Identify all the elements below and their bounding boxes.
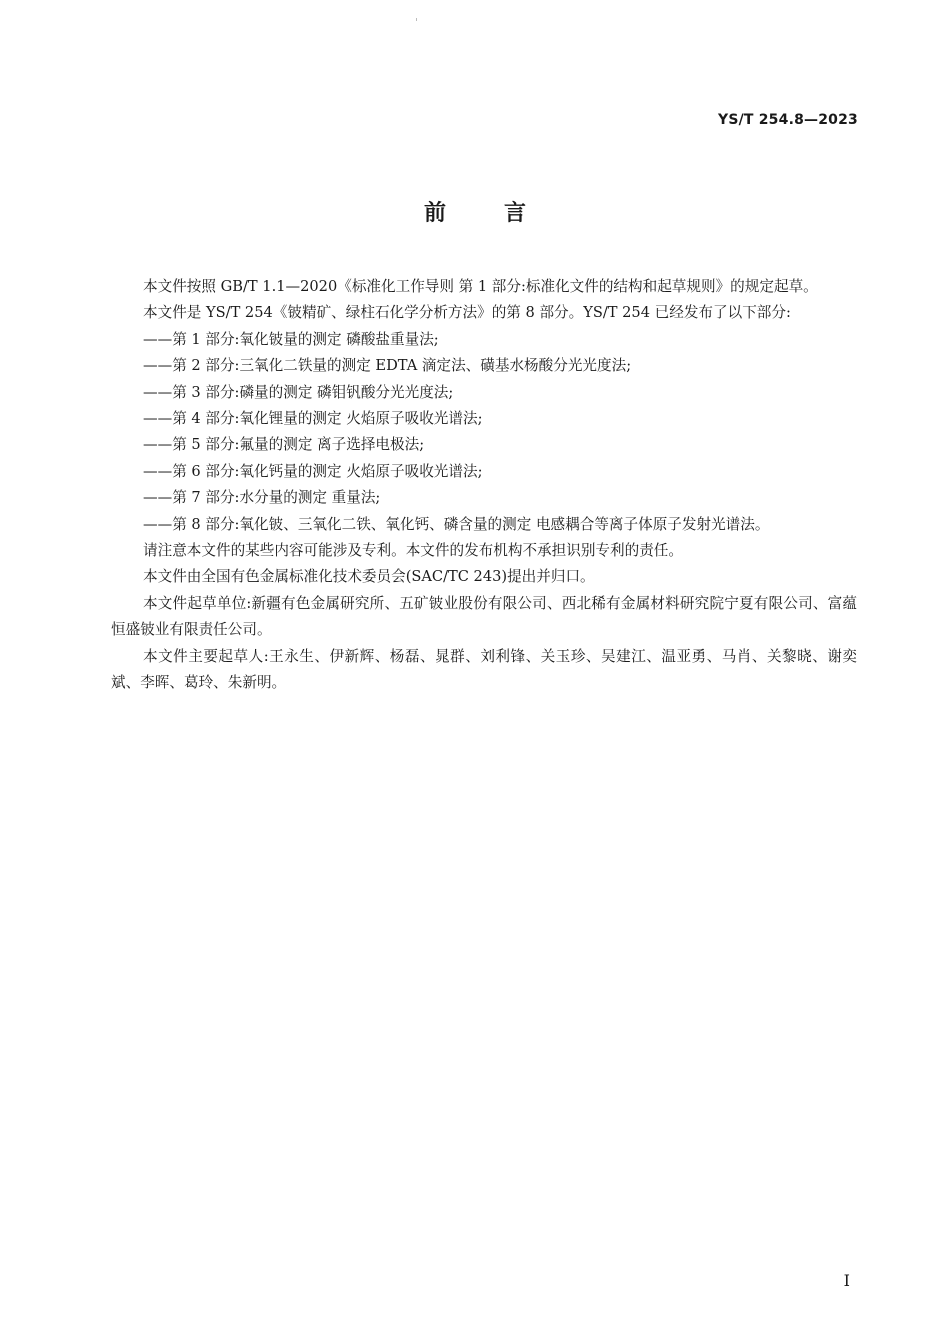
scan-speck [416, 18, 417, 21]
list-item-part-6: ——第 6 部分:氧化钙量的测定 火焰原子吸收光谱法; [143, 462, 483, 480]
foreword-body [111, 274, 857, 697]
list-item-part-5: ——第 5 部分:氟量的测定 离子选择电极法; [143, 436, 425, 454]
paragraph-drafting-units: 本文件起草单位:新疆有色金属研究所、五矿铍业股份有限公司、西北稀有金属材料研究院宁夏有限公司、富蕴恒盛铍业有限责任公司。 [111, 594, 857, 639]
paragraph-drafting-rules: 本文件按照 GB/T 1.1—2020《标准化工作导则 第 1 部分:标准化文件的结构和起草规则》的规定起草。 [143, 278, 818, 295]
list-item-part-4: ——第 4 部分:氧化锂量的测定 火焰原子吸收光谱法; [143, 410, 483, 428]
paragraph-drafters: 本文件主要起草人:王永生、伊新辉、杨磊、晁群、刘利锋、关玉珍、吴建江、温亚勇、马肖、关黎晓、谢奕斌、李晖、葛玲、朱新明。 [111, 647, 857, 692]
list-item-part-7: ——第 7 部分:水分量的测定 重量法; [143, 489, 381, 507]
standard-code: YS/T 254.8—2023 [717, 112, 858, 128]
page-title: 前言 [423, 201, 584, 226]
paragraph-patent-notice: 请注意本文件的某些内容可能涉及专利。本文件的发布机构不承担识别专利的责任。 [143, 542, 683, 560]
list-item-part-1: ——第 1 部分:氧化铍量的测定 磷酸盐重量法; [143, 330, 439, 348]
paragraph-committee: 本文件由全国有色金属标准化技术委员会(SAC/TC 243)提出并归口。 [143, 568, 595, 586]
list-item-part-8: ——第 8 部分:氧化铍、三氧化二铁、氧化钙、磷含量的测定 电感耦合等离子体原子发射光谱法。 [143, 515, 770, 533]
page-number: I [843, 1271, 850, 1290]
paragraph-series-intro: 本文件是 YS/T 254《铍精矿、绿柱石化学分析方法》的第 8 部分。YS/T 254 已经发布了以下部分: [143, 304, 791, 322]
list-item-part-3: ——第 3 部分:磷量的测定 磷钼钒酸分光光度法; [143, 383, 454, 401]
list-item-part-2: ——第 2 部分:三氧化二铁量的测定 EDTA 滴定法、磺基水杨酸分光光度法; [143, 357, 632, 375]
